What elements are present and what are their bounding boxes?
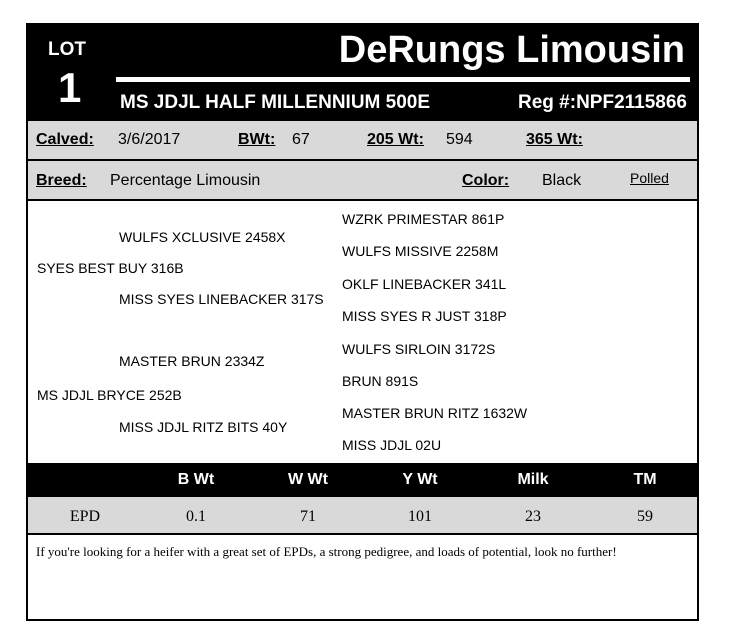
registration-number: Reg #:NPF2115866	[518, 92, 687, 113]
lot-label: LOT	[48, 39, 86, 60]
color-value: Black	[542, 172, 582, 189]
epd-value-milk: 23	[525, 508, 541, 525]
lot-card	[26, 23, 699, 621]
epd-header-bwt: B Wt	[177, 471, 215, 488]
pedigree-ggp: WULFS SIRLOIN 3172S	[342, 341, 496, 357]
pedigree-sire-dam: MISS SYES LINEBACKER 317S	[119, 291, 324, 307]
breed-value: Percentage Limousin	[110, 172, 261, 189]
pedigree-ggp: WULFS MISSIVE 2258M	[342, 243, 499, 259]
epd-header-tm: TM	[633, 471, 657, 488]
epd-header-ywt: Y Wt	[402, 471, 438, 488]
breed-row	[28, 159, 697, 201]
wt205-value: 594	[446, 131, 473, 148]
pedigree-ggp: MISS JDJL 02U	[342, 437, 442, 453]
pedigree-ggp: OKLF LINEBACKER 341L	[342, 276, 507, 292]
pedigree-sire: SYES BEST BUY 316B	[37, 260, 184, 276]
pedigree-ggp: MISS SYES R JUST 318P	[342, 308, 507, 324]
pedigree	[28, 201, 697, 463]
epd-value-tm: 59	[637, 508, 653, 525]
color-label: Color:	[462, 172, 510, 189]
polled-status: Polled	[630, 170, 669, 186]
bwt-value: 67	[292, 131, 310, 148]
pedigree-dam: MS JDJL BRYCE 252B	[37, 387, 182, 403]
breed-label: Breed:	[36, 172, 87, 189]
farm-name: DeRungs Limousin	[338, 29, 685, 71]
lot-header	[28, 25, 697, 119]
pedigree-sire-sire: WULFS XCLUSIVE 2458X	[119, 229, 286, 245]
epd-header-row	[28, 463, 697, 497]
header-divider	[116, 77, 690, 82]
epd-row-label: EPD	[69, 508, 101, 525]
epd-header-wwt: W Wt	[288, 471, 328, 488]
pedigree-ggp: MASTER BRUN RITZ 1632W	[342, 405, 528, 421]
epd-value-bwt: 0.1	[186, 508, 206, 525]
epd-value-ywt: 101	[408, 508, 432, 525]
epd-values-row	[28, 497, 697, 535]
lot-description: If you're looking for a heifer with a great set of EPDs, a strong pedigree, and loads of potential, look no further!	[36, 544, 617, 559]
calved-label: Calved:	[36, 131, 94, 148]
animal-name: MS JDJL HALF MILLENNIUM 500E	[120, 92, 431, 113]
pedigree-dam-dam: MISS JDJL RITZ BITS 40Y	[119, 419, 288, 435]
bwt-label: BWt:	[238, 131, 276, 148]
wt365-label: 365 Wt:	[526, 131, 583, 148]
wt205-label: 205 Wt:	[367, 131, 424, 148]
epd-header-milk: Milk	[517, 471, 549, 488]
pedigree-dam-sire: MASTER BRUN 2334Z	[119, 353, 265, 369]
pedigree-ggp: BRUN 891S	[342, 373, 419, 389]
epd-value-wwt: 71	[300, 508, 316, 525]
lot-number: 1	[58, 64, 82, 111]
birth-weights-row	[28, 119, 697, 159]
pedigree-ggp: WZRK PRIMESTAR 861P	[342, 211, 505, 227]
calved-value: 3/6/2017	[118, 131, 181, 148]
